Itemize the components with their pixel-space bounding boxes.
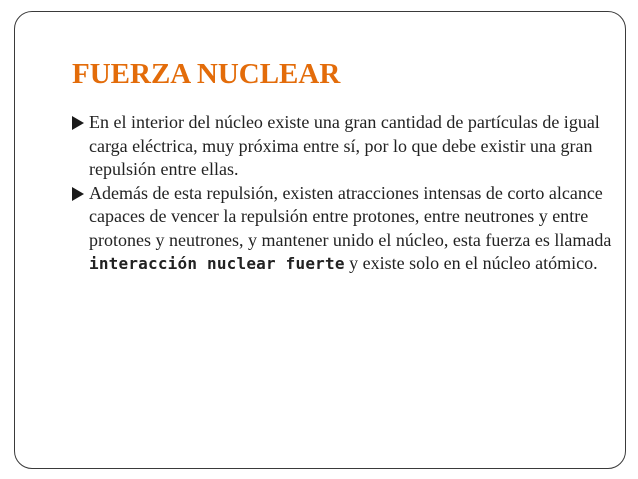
- bullet-emphasis: interacción nuclear fuerte: [89, 254, 345, 273]
- bullet-list: [72, 111, 612, 276]
- slide-title: FUERZA NUCLEAR: [72, 58, 341, 90]
- bullet-text-end: y existe solo en el núcleo atómico.: [344, 253, 598, 273]
- bullet-item: [72, 182, 612, 276]
- bullet-triangle-icon: [72, 116, 84, 130]
- bullet-triangle-icon: [72, 187, 84, 201]
- bullet-item: [72, 111, 612, 182]
- bullet-text: En el interior del núcleo existe una gran cantidad de partículas de igual carga eléctrica, muy próxima entre sí, por lo que debe existir una gran repulsión entre ellas.: [89, 112, 600, 179]
- bullet-text-start: Además de esta repulsión, existen atracciones intensas de corto alcance capaces de vencer la repulsión entre protones, entre neutrones y entre protones y neutrones, y mantener unido el núcleo, esta fuerza es llamada: [89, 182, 612, 250]
